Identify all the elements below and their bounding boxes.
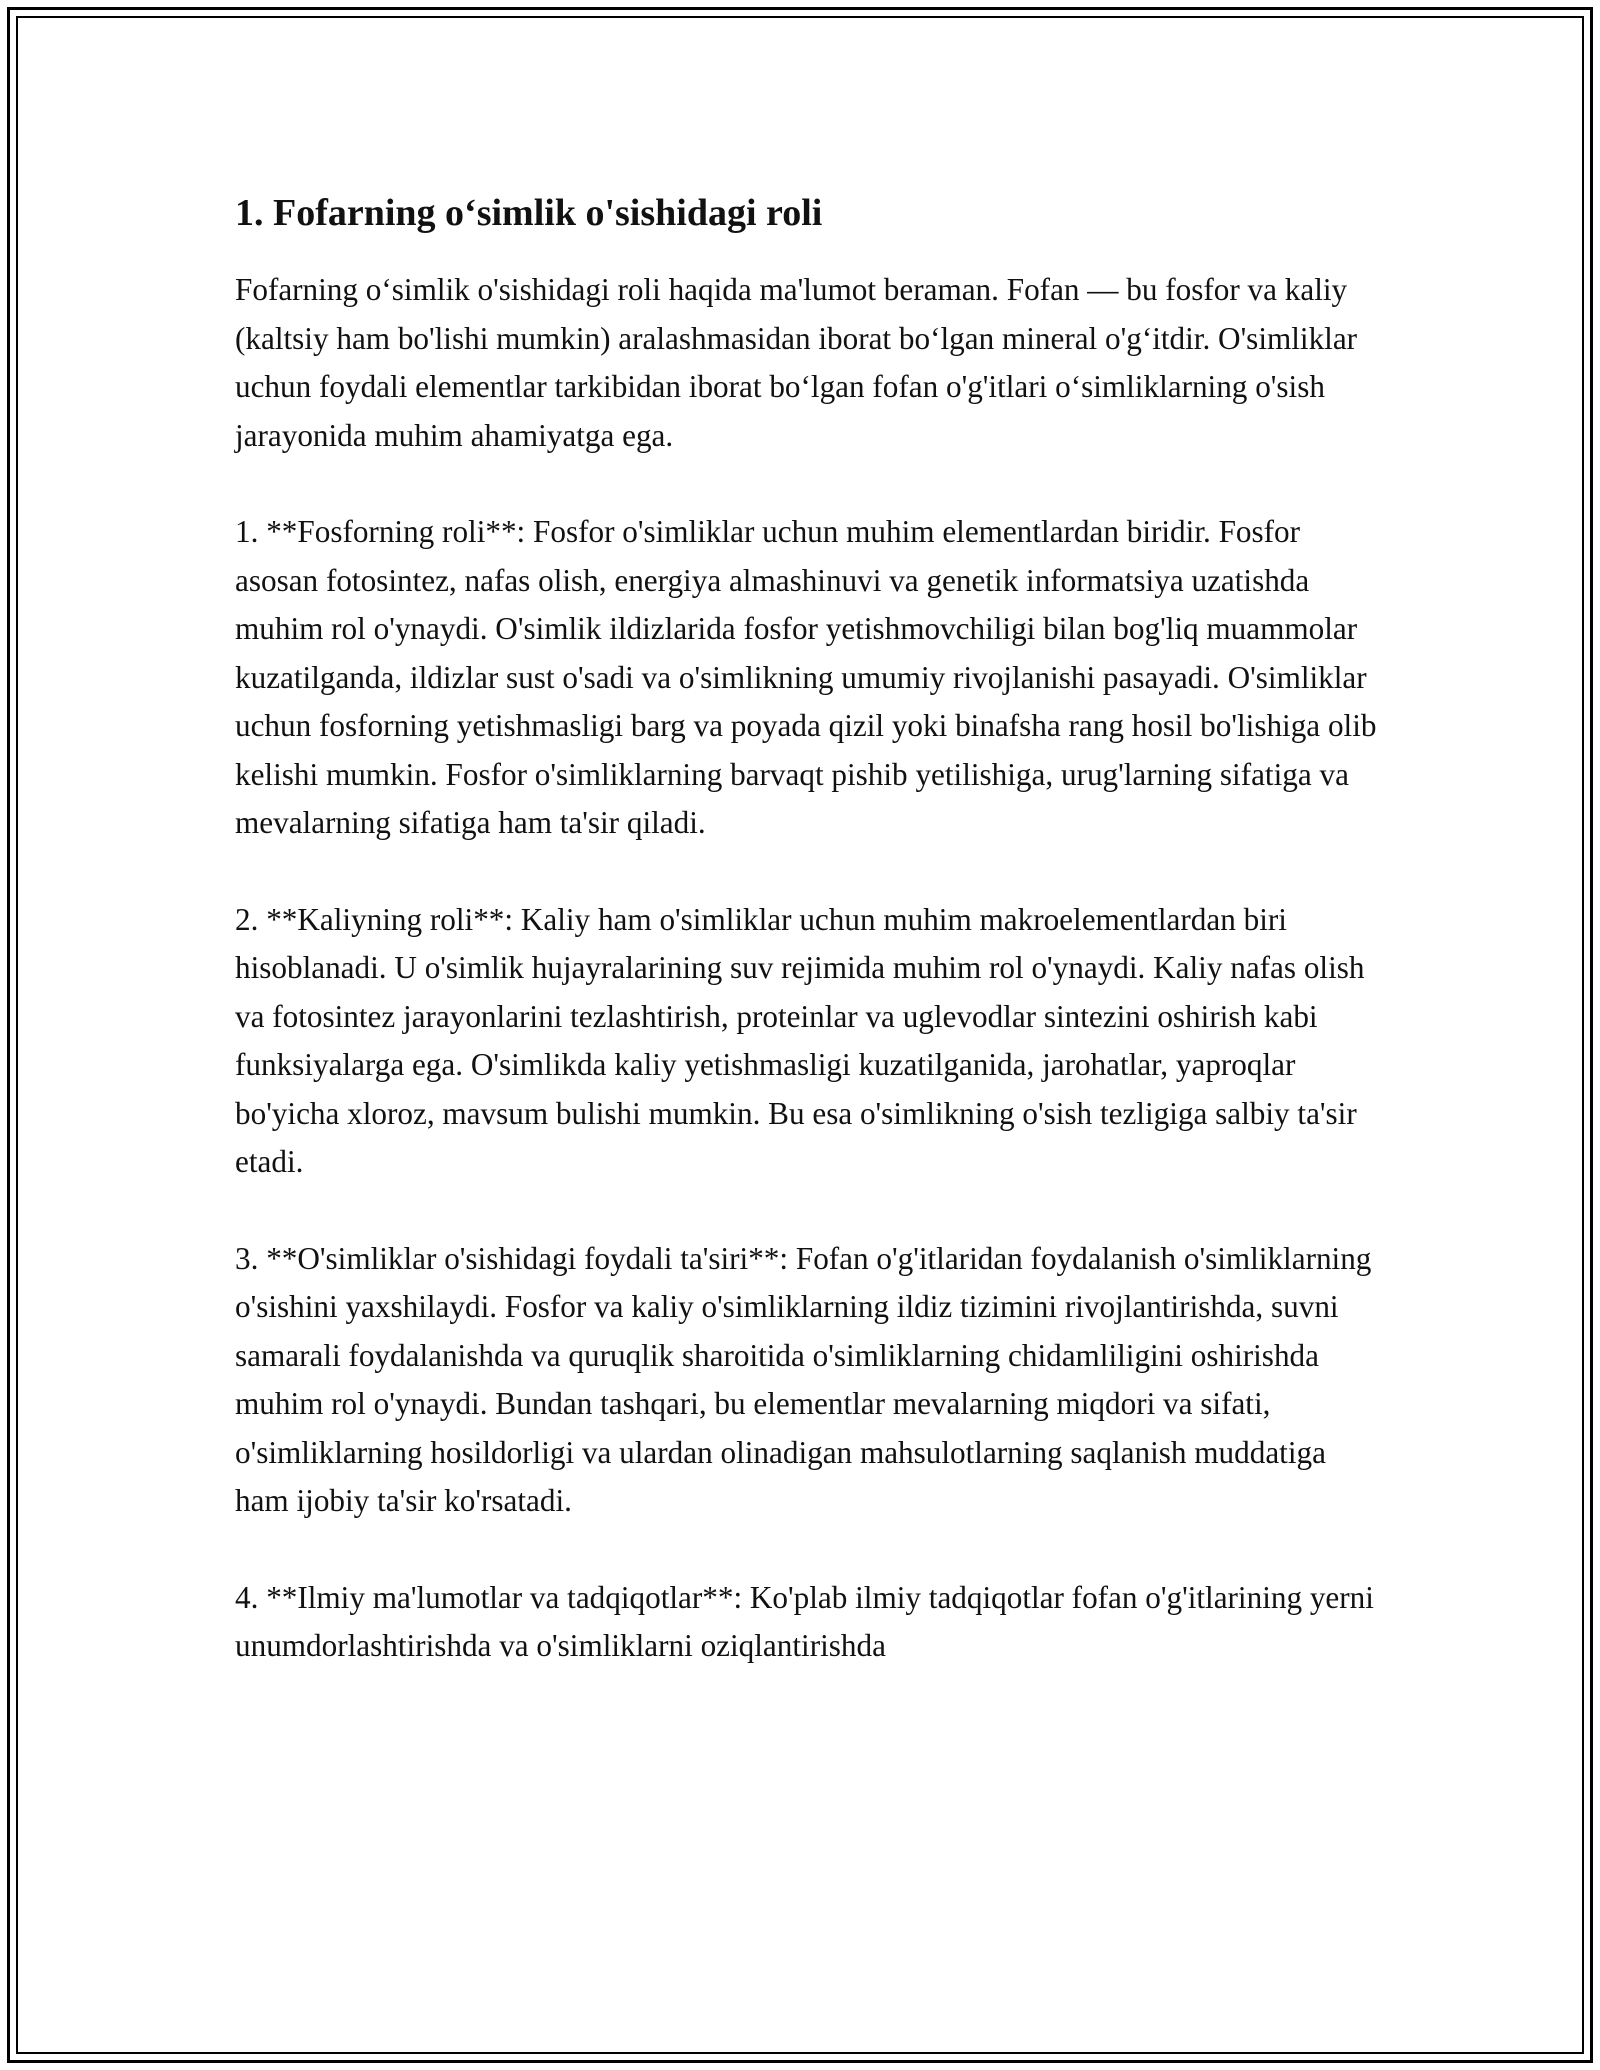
paragraph-intro: Fofarning o‘simlik o'sishidagi roli haqida ma'lumot beraman. Fofan — bu fosfor va kaliy (kaltsiy ham bo'lishi mumkin) aralashmasidan iborat bo‘lgan mineral o'g‘itdir. O'simliklar uchun foydali elementlar tarkibidan iborat bo‘lgan fofan o'g'itlari o‘simliklarning o'sish jarayonida muhim ahamiyatga ega.: [235, 272, 1358, 453]
paragraph-growth-benefits: 3. **O'simliklar o'sishidagi foydali ta'siri**: Fofan o'g'itlaridan foydalanish o'simliklarning o'sishini yaxshilaydi. Fosfor va kaliy o'simliklarning ildiz tizimini rivojlantirishda, suvni samarali foydalanishda va quruqlik sharoitida o'simliklarning chidamliligini oshirishda muhim rol o'ynaydi. Bundan tashqari, bu elementlar mevalarning miqdori va sifati, o'simliklarning hosildorligi va ulardan olinadigan mahsulotlarning saqlanish muddatiga ham ijobiy ta'sir ko'rsatadi.: [235, 1240, 1372, 1518]
paragraph-research: 4. **Ilmiy ma'lumotlar va tadqiqotlar**: Ko'plab ilmiy tadqiqotlar fofan o'g'itlarining yerni unumdorlashtirishda va o'simliklarni oziqlantirishda: [235, 1579, 1374, 1663]
document-title: 1. Fofarning o‘simlik o'sishidagi roli: [235, 192, 823, 234]
document-body: [235, 188, 1385, 1719]
paragraph-potassium-role: 2. **Kaliyning roli**: Kaliy ham o'simliklar uchun muhim makroelementlardan biri hisoblanadi. U o'simlik hujayralarining suv rejimida muhim rol o'ynaydi. Kaliy nafas olish va fotosintez jarayonlarini tezlashtirish, proteinlar va uglevodlar sintezini oshirish kabi funksiyalarga ega. O'simlikda kaliy yetishmasligi kuzatilganida, jarohatlar, yaproqlar bo'yicha xloroz, mavsum bulishi mumkin. Bu esa o'simlikning o'sish tezligiga salbiy ta'sir etadi.: [235, 901, 1365, 1179]
paragraph-phosphorus-role: 1. **Fosforning roli**: Fosfor o'simliklar uchun muhim elementlardan biridir. Fosfor asosan fotosintez, nafas olish, energiya almashinuvi va genetik informatsiya uzatishda muhim rol o'ynaydi. O'simlik ildizlarida fosfor yetishmovchiligi bilan bog'liq muammolar kuzatilganda, ildizlar sust o'sadi va o'simlikning umumiy rivojlanishi pasayadi. O'simliklar uchun fosforning yetishmasligi barg va poyada qizil yoki binafsha rang hosil bo'lishiga olib kelishi mumkin. Fosfor o'simliklarning barvaqt pishib yetilishiga, urug'larning sifatiga va mevalarning sifatiga ham ta'sir qiladi.: [235, 514, 1377, 840]
